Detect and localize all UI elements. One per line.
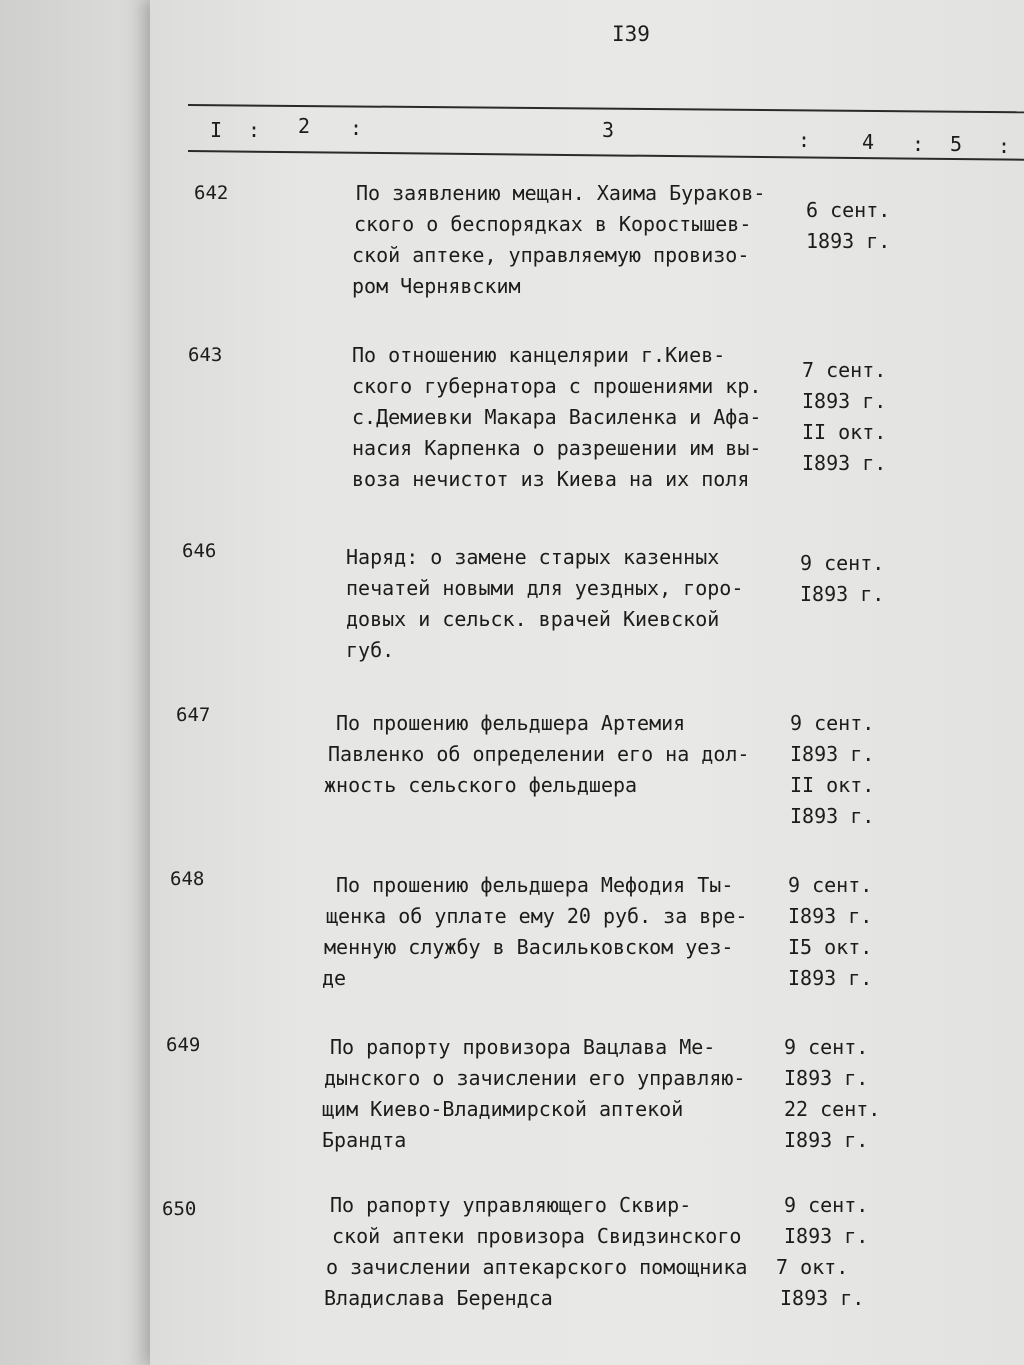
entry-description: По заявлению мещан. Хаима Бураков- ского о беспорядках в Коростышев- ской аптеке, управляемую провизо- ром Чернявским <box>352 181 766 298</box>
header-sep-4: : <box>912 132 925 156</box>
entry-description: По рапорту провизора Вацлава Ме- дынского о зачислении его управляю- щим Киево-Владимирской аптекой Брандта <box>322 1035 746 1152</box>
header-col-1: I <box>210 118 223 142</box>
header-col-5: 5 <box>950 132 963 156</box>
header-col-2: 2 <box>298 114 311 138</box>
entry-number: 649 <box>166 1034 201 1056</box>
entry-dates: 9 сент. I893 г. II окт. I893 г. <box>790 711 875 828</box>
entry-dates: 7 сент. I893 г. II окт. I893 г. <box>802 358 887 475</box>
entry-description: По прошению фельдшера Артемия Павленко об определении его на дол- жность сельского фельдшера <box>324 711 750 797</box>
entry-number: 642 <box>194 182 229 204</box>
header-sep-5: : <box>998 134 1011 158</box>
entry-dates: 9 сент. I893 г. I5 окт. I893 г. <box>788 873 873 990</box>
header-sep-3: : <box>798 128 811 152</box>
header-col-3: 3 <box>602 118 615 142</box>
left-page-edge <box>0 0 170 1365</box>
entry-number: 646 <box>182 540 217 562</box>
entry-description: По прошению фельдшера Мефодия Ты- щенка об уплате ему 20 руб. за вре- менную службу в Васильковском уез- де <box>322 873 748 990</box>
entry-dates: 9 сент. I893 г. 7 окт. I893 г. <box>776 1193 869 1310</box>
page-number: I39 <box>612 22 650 46</box>
entry-number: 648 <box>170 868 205 890</box>
entry-number: 643 <box>188 344 223 366</box>
entry-dates: 6 сент. 1893 г. <box>806 198 891 253</box>
entry-description: По рапорту управляющего Сквир- ской аптеки провизора Свидзинского о зачислении аптекарского помощника Владислава Берендса <box>324 1193 748 1310</box>
header-col-4: 4 <box>862 130 875 154</box>
header-sep-1: : <box>248 118 261 142</box>
header-sep-2: : <box>350 116 363 140</box>
entry-description: По отношению канцелярии г.Киев- ского губернатора с прошениями кр. с.Демиевки Макара Василенка и Афа- насия Карпенка о разрешении им вы- воза нечистот из Киева на их поля <box>352 343 762 491</box>
entry-dates: 9 сент. I893 г. <box>800 551 885 606</box>
entry-dates: 9 сент. I893 г. 22 сент. I893 г. <box>784 1035 881 1152</box>
entry-description: Наряд: о замене старых казенных печатей новыми для уездных, горо- довых и сельск. врачей Киевской губ. <box>346 545 744 662</box>
entry-number: 647 <box>176 704 211 726</box>
entry-number: 650 <box>162 1198 197 1220</box>
